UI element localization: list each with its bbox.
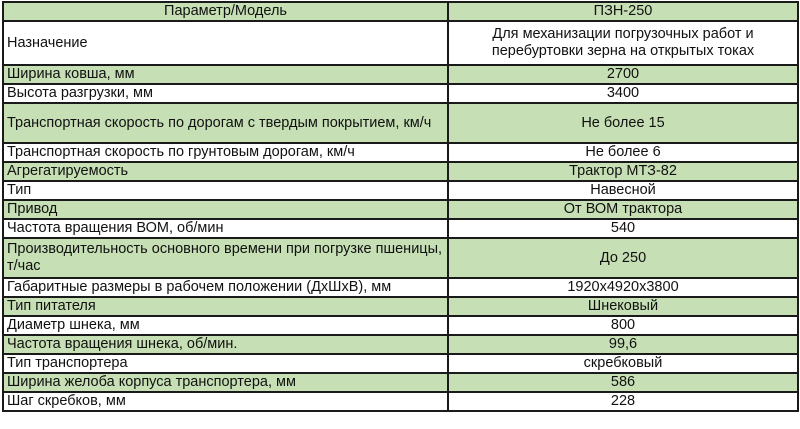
value-cell: 800 bbox=[448, 316, 798, 335]
table-row bbox=[3, 238, 798, 278]
param-cell: Транспортная скорость по дорогам с твердым покрытием, км/ч bbox=[3, 103, 448, 143]
table-header-row bbox=[3, 2, 798, 21]
param-cell: Ширина ковша, мм bbox=[3, 65, 448, 84]
value-cell: До 250 bbox=[448, 238, 798, 278]
table-row bbox=[3, 392, 798, 411]
param-cell: Производительность основного времени при погрузке пшеницы, т/час bbox=[3, 238, 448, 278]
param-cell: Габаритные размеры в рабочем положении (ДхШхВ), мм bbox=[3, 278, 448, 297]
header-param: Параметр/Модель bbox=[3, 2, 448, 21]
value-cell: Не более 15 bbox=[448, 103, 798, 143]
table-row bbox=[3, 297, 798, 316]
param-cell: Тип транспортера bbox=[3, 354, 448, 373]
spec-table bbox=[2, 1, 799, 412]
table-row bbox=[3, 181, 798, 200]
value-cell: От ВОМ трактора bbox=[448, 200, 798, 219]
value-cell: Для механизации погрузочных работ и перебуртовки зерна на открытых токах bbox=[448, 21, 798, 65]
table-row bbox=[3, 278, 798, 297]
value-cell: Трактор МТЗ-82 bbox=[448, 162, 798, 181]
table-row bbox=[3, 316, 798, 335]
value-cell: 2700 bbox=[448, 65, 798, 84]
param-cell: Ширина желоба корпуса транспортера, мм bbox=[3, 373, 448, 392]
param-cell: Привод bbox=[3, 200, 448, 219]
table-row bbox=[3, 354, 798, 373]
table-row bbox=[3, 84, 798, 103]
table-row bbox=[3, 103, 798, 143]
value-cell: Шнековый bbox=[448, 297, 798, 316]
param-cell: Частота вращения шнека, об/мин. bbox=[3, 335, 448, 354]
value-cell: 228 bbox=[448, 392, 798, 411]
table-row bbox=[3, 200, 798, 219]
param-cell: Шаг скребков, мм bbox=[3, 392, 448, 411]
table-row bbox=[3, 65, 798, 84]
value-cell: 1920x4920x3800 bbox=[448, 278, 798, 297]
value-cell: скребковый bbox=[448, 354, 798, 373]
value-cell: Навесной bbox=[448, 181, 798, 200]
param-cell: Транспортная скорость по грунтовым дорогам, км/ч bbox=[3, 143, 448, 162]
param-cell: Диаметр шнека, мм bbox=[3, 316, 448, 335]
param-cell: Тип bbox=[3, 181, 448, 200]
table-row bbox=[3, 373, 798, 392]
value-cell: 586 bbox=[448, 373, 798, 392]
value-cell: Не более 6 bbox=[448, 143, 798, 162]
param-cell: Назначение bbox=[3, 21, 448, 65]
table-row bbox=[3, 143, 798, 162]
param-cell: Частота вращения ВОМ, об/мин bbox=[3, 219, 448, 238]
param-cell: Высота разгрузки, мм bbox=[3, 84, 448, 103]
table-row bbox=[3, 21, 798, 65]
value-cell: 3400 bbox=[448, 84, 798, 103]
value-cell: 540 bbox=[448, 219, 798, 238]
table-row bbox=[3, 162, 798, 181]
table-row bbox=[3, 219, 798, 238]
header-model: ПЗН-250 bbox=[448, 2, 798, 21]
param-cell: Агрегатируемость bbox=[3, 162, 448, 181]
value-cell: 99,6 bbox=[448, 335, 798, 354]
table-row bbox=[3, 335, 798, 354]
param-cell: Тип питателя bbox=[3, 297, 448, 316]
